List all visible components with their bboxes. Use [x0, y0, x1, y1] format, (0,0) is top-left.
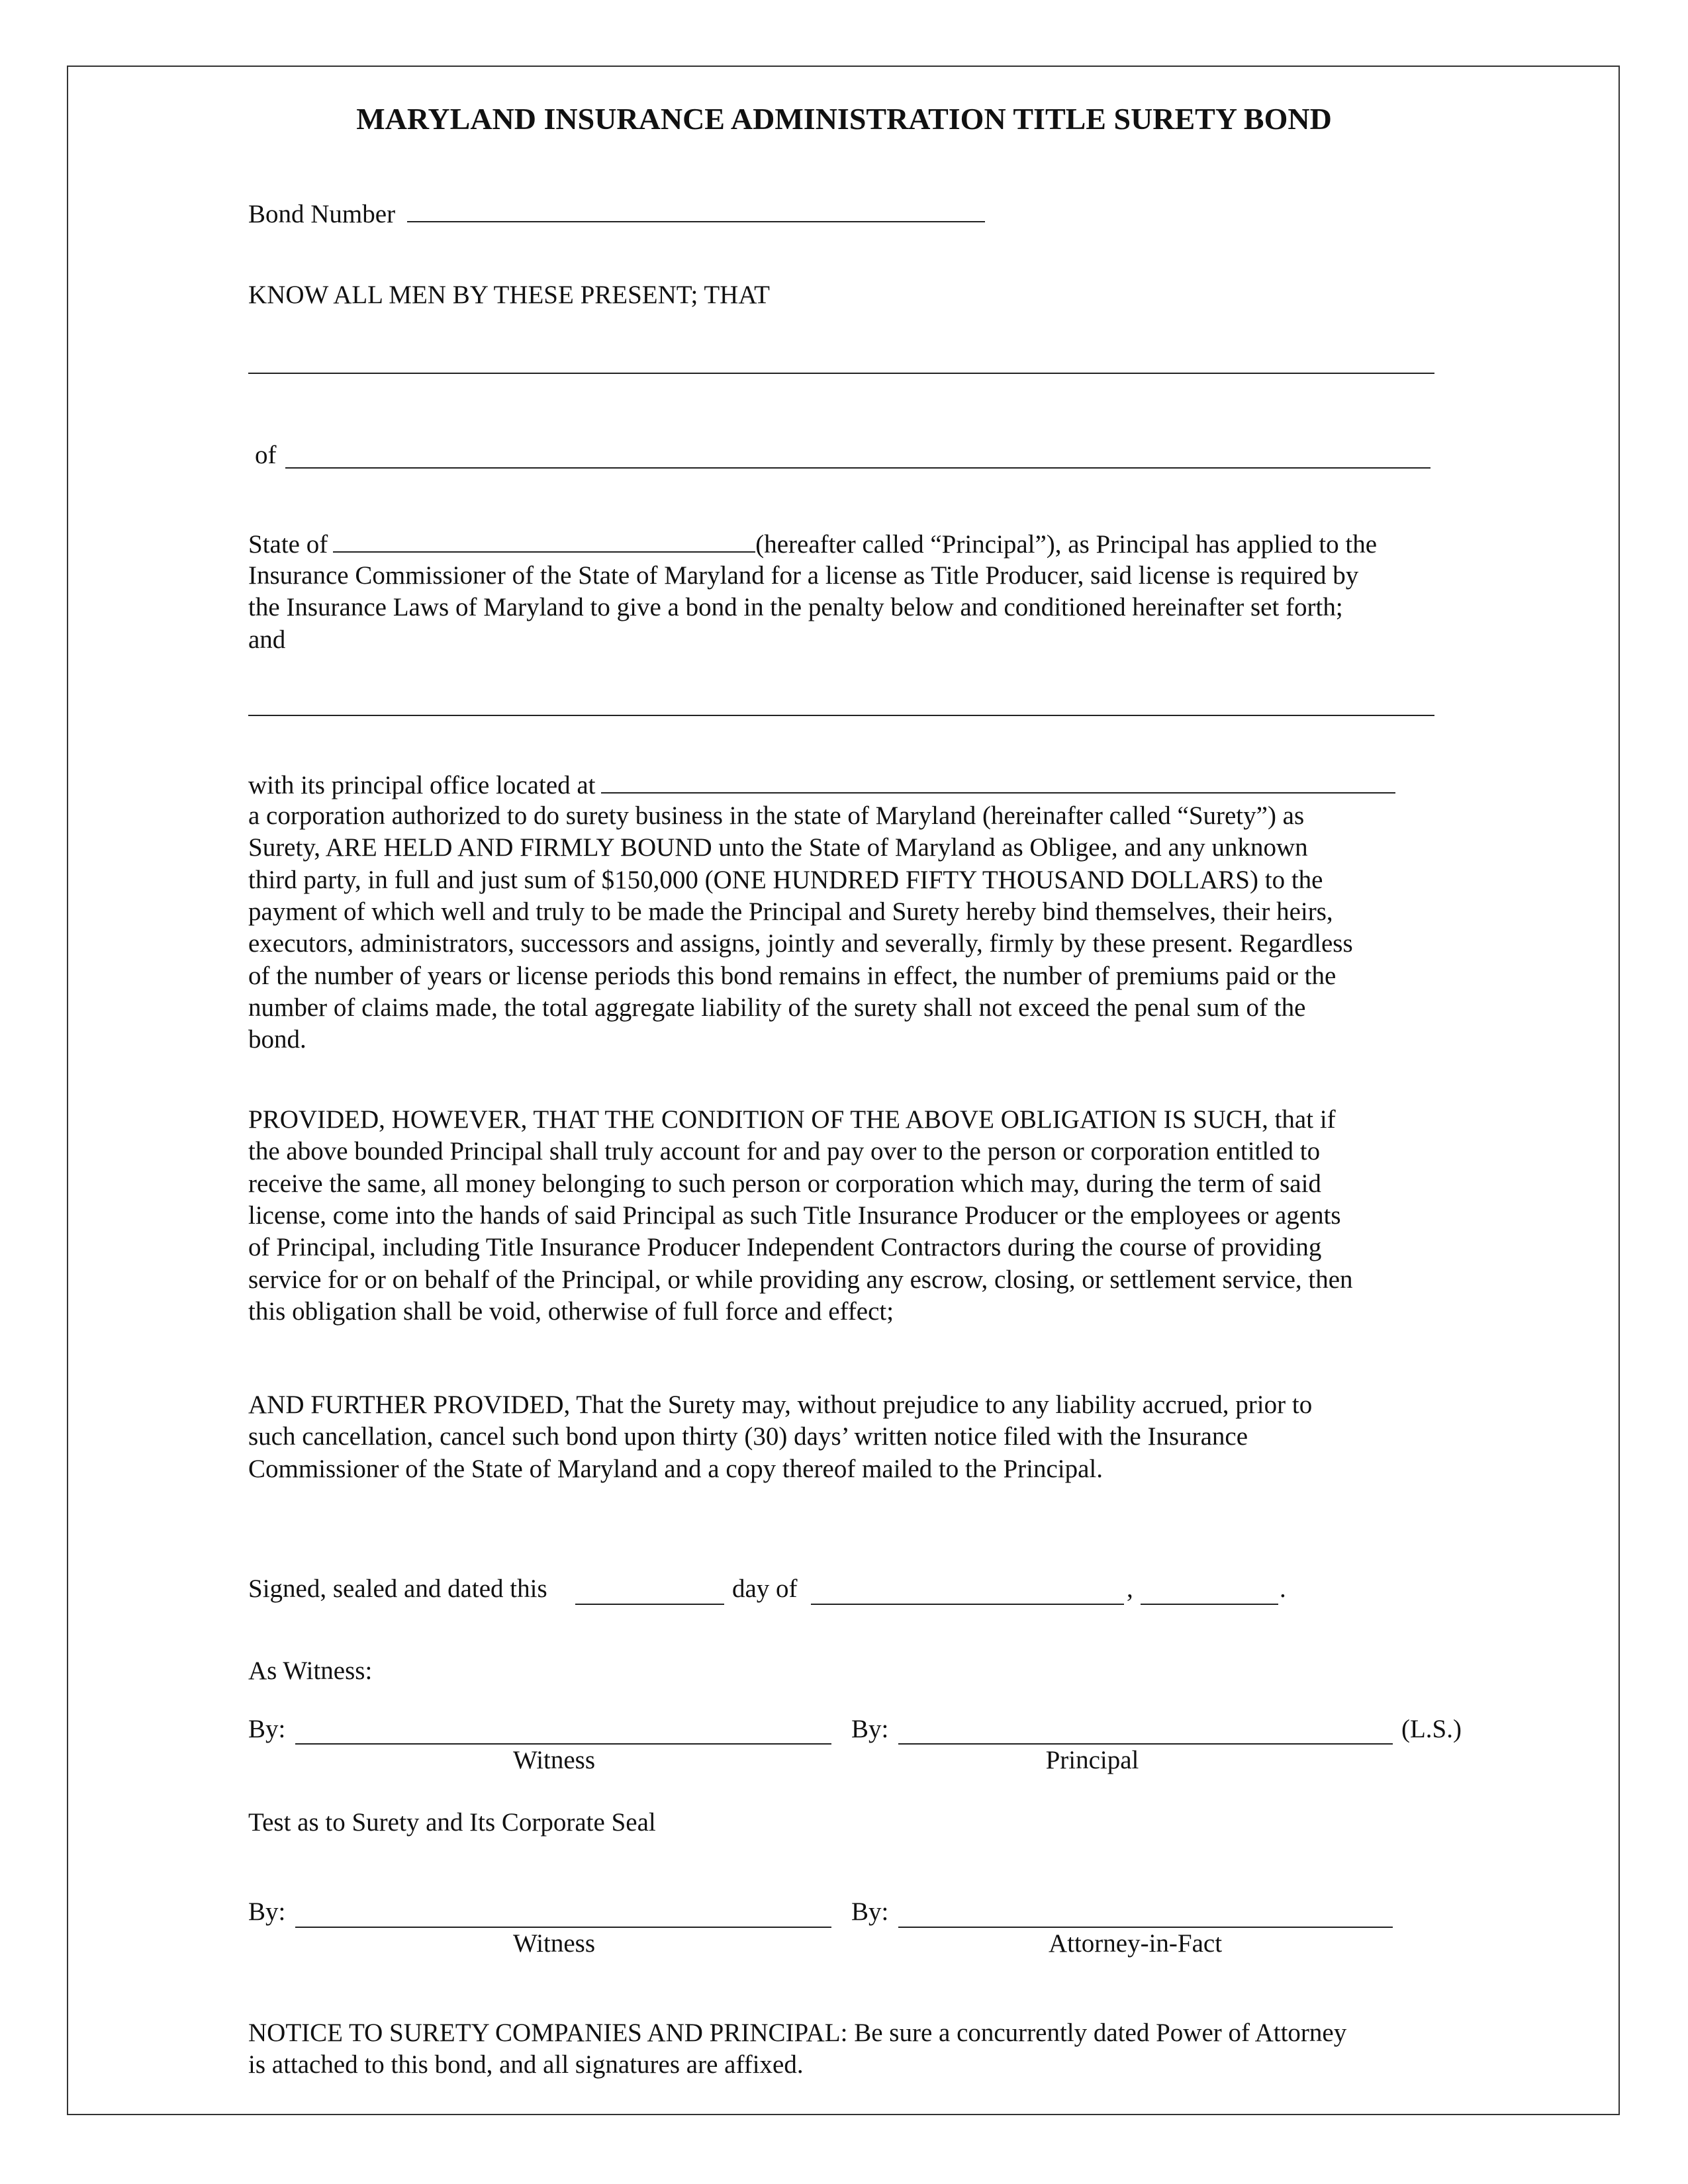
paragraph-line: Insurance Commissioner of the State of Maryland for a license as Title Producer, said license is required by	[248, 561, 1359, 590]
paragraph-line: bond.	[248, 1025, 306, 1054]
by-label: By:	[248, 1897, 286, 1926]
month-field[interactable]	[811, 1604, 1124, 1605]
principal-name-field[interactable]	[248, 373, 1434, 374]
paragraph-line: PROVIDED, HOWEVER, THAT THE CONDITION OF THE ABOVE OBLIGATION IS SUCH, that if	[248, 1105, 1336, 1134]
bond-number-label: Bond Number	[248, 200, 396, 228]
paragraph-line: payment of which well and truly to be made the Principal and Surety hereby bind themselves, their heirs,	[248, 897, 1333, 926]
state-field[interactable]	[333, 527, 755, 553]
notice-line: is attached to this bond, and all signatures are affixed.	[248, 2050, 804, 2079]
paragraph-line: the Insurance Laws of Maryland to give a bond in the penalty below and conditioned hereinafter set forth;	[248, 593, 1343, 621]
paragraph-line: third party, in full and just sum of $150,000 (ONE HUNDRED FIFTY THOUSAND DOLLARS) to the	[248, 866, 1323, 894]
paragraph-line: Commissioner of the State of Maryland and a copy thereof mailed to the Principal.	[248, 1455, 1103, 1483]
witness-caption: Witness	[512, 1746, 596, 1774]
document-title: MARYLAND INSURANCE ADMINISTRATION TITLE SURETY BOND	[356, 102, 1332, 136]
office-row	[248, 768, 1395, 801]
office-label: with its principal office located at	[248, 771, 596, 799]
of-label: of	[255, 441, 277, 469]
know-all-heading: KNOW ALL MEN BY THESE PRESENT; THAT	[248, 281, 770, 309]
paragraph-line: executors, administrators, successors and assigns, jointly and severally, firmly by these present. Regardless	[248, 929, 1353, 958]
paragraph-line: and	[248, 625, 286, 654]
by-label: By:	[248, 1715, 286, 1743]
bond-number-field[interactable]	[407, 197, 985, 222]
test-surety-label: Test as to Surety and Its Corporate Seal	[248, 1808, 656, 1837]
principal-paragraph-line	[248, 527, 1377, 561]
office-address-field[interactable]	[601, 768, 1395, 794]
ls-label: (L.S.)	[1401, 1715, 1462, 1743]
by-label: By:	[851, 1715, 889, 1743]
witness-caption: Witness	[512, 1929, 596, 1958]
attorney-caption: Attorney-in-Fact	[1048, 1929, 1223, 1958]
year-field[interactable]	[1141, 1604, 1278, 1605]
comma: ,	[1127, 1574, 1133, 1603]
day-of-label: day of	[732, 1574, 798, 1603]
day-field[interactable]	[575, 1604, 724, 1605]
paragraph-line: this obligation shall be void, otherwise of full force and effect;	[248, 1297, 894, 1326]
paragraph-line: of the number of years or license periods this bond remains in effect, the number of premiums paid or the	[248, 962, 1336, 990]
bond-number-row	[248, 197, 985, 230]
principal-paragraph-text: (hereafter called “Principal”), as Principal has applied to the	[755, 530, 1378, 559]
paragraph-line: of Principal, including Title Insurance Producer Independent Contractors during the course of providing	[248, 1233, 1322, 1261]
by-label: By:	[851, 1897, 889, 1926]
signed-row: Signed, sealed and dated this	[248, 1574, 547, 1603]
paragraph-line: AND FURTHER PROVIDED, That the Surety may, without prejudice to any liability accrued, prior to	[248, 1390, 1313, 1419]
notice-line: NOTICE TO SURETY COMPANIES AND PRINCIPAL: Be sure a concurrently dated Power of Attorney	[248, 2019, 1347, 2047]
paragraph-line: license, come into the hands of said Principal as such Title Insurance Producer or the employees or agents	[248, 1201, 1341, 1230]
principal-address-field[interactable]	[285, 467, 1430, 469]
paragraph-line: Surety, ARE HELD AND FIRMLY BOUND unto the State of Maryland as Obligee, and any unknown	[248, 833, 1308, 862]
period: .	[1280, 1574, 1286, 1603]
paragraph-line: number of claims made, the total aggregate liability of the surety shall not exceed the penal sum of the	[248, 993, 1306, 1022]
principal-signature-field[interactable]	[898, 1743, 1393, 1745]
paragraph-line: the above bounded Principal shall truly account for and pay over to the person or corporation entitled to	[248, 1137, 1321, 1165]
paragraph-line: a corporation authorized to do surety business in the state of Maryland (hereinafter called “Surety”) as	[248, 801, 1305, 830]
as-witness-label: As Witness:	[248, 1657, 373, 1685]
paragraph-line: service for or on behalf of the Principal, or while providing any escrow, closing, or settlement service, then	[248, 1265, 1353, 1294]
principal-caption: Principal	[1045, 1746, 1139, 1774]
state-of-label: State of	[248, 530, 328, 559]
paragraph-line: receive the same, all money belonging to such person or corporation which may, during the term of said	[248, 1169, 1321, 1198]
surety-name-field[interactable]	[248, 715, 1434, 716]
paragraph-line: such cancellation, cancel such bond upon thirty (30) days’ written notice filed with the Insurance	[248, 1422, 1248, 1451]
